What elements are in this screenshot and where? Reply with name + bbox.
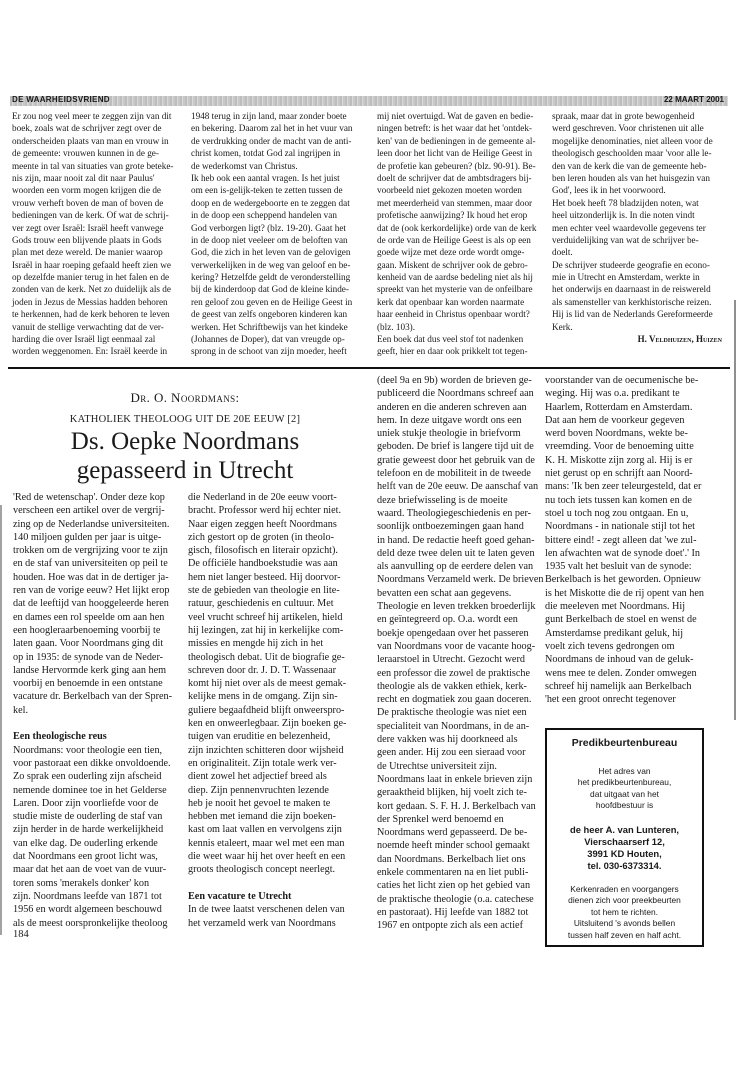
text-line: hij lezingen, zat hij in kerkelijke com-: [188, 624, 344, 636]
text-line: en originaliteit. Zijn totale werk ver-: [188, 757, 337, 769]
text-line: haar eenheid in Christus openbaar wordt?: [377, 309, 530, 320]
text-line: hebben met iemand die zijn boeken-: [188, 811, 336, 823]
masthead-bar: [10, 96, 728, 106]
text-line: [188, 877, 366, 890]
text-line: enkele commentaren na en liet publi-: [377, 866, 529, 878]
text-line: bevatten een schat aan gegevens.: [377, 587, 512, 599]
text-line: In de twee laatst verschenen delen van: [188, 904, 345, 916]
text-line: harding die over Israël ligt eenmaal zal: [12, 334, 156, 345]
text-line: bracht. Professor werd hij echter niet.: [188, 505, 342, 517]
text-line: een professor die zowel de praktische: [377, 667, 531, 679]
text-line: als aanvulling op de eerdere delen van: [377, 561, 534, 573]
text-line: Ik heb ook een aantal vragen. Is het juist: [191, 172, 340, 183]
text-line: de praktische theologie (o.a. catechese: [377, 893, 534, 905]
text-line: joden in Jezus de Messias hadden behoren: [12, 296, 168, 307]
publication-name: DE WAARHEIDSVRIEND: [12, 95, 110, 104]
page-number: 184: [13, 929, 29, 940]
text-line: ken' van de bedieningen in de gemeente al-: [377, 135, 536, 146]
text-line: ken en onweerlegbaar. Zijn boeken ge-: [188, 718, 347, 730]
text-line: De schrijver studeerde geografie en econo-: [552, 259, 710, 270]
text-line: verduidelijking van wat de schrijver be-: [552, 234, 699, 245]
address-line: Vierschaarserf 12,: [584, 835, 665, 847]
text-line: 'Red de wetenschap'. Onder deze kop: [13, 492, 165, 503]
text-line: 140 miljoen gulden per jaar is uitge-: [13, 531, 162, 543]
text-line: gunt Berkelbach de stoel en wenst de: [545, 614, 697, 626]
text-line: hem niet langer besteed. Hij doorvor-: [188, 571, 341, 583]
text-line: tuigen van eruditie en belezenheid,: [188, 731, 331, 743]
text-line: vanuit de stellige verwachting dat de ver-: [12, 321, 164, 332]
text-line: Hij is lid van de Nederlands Gereformeerde: [552, 309, 713, 320]
instruction-line: dienen zich voor preekbeurten: [568, 895, 681, 905]
text-line: vreemding. Voor de benoeming uitte: [545, 441, 694, 453]
text-line: in hand. De redactie heeft goed gehan-: [377, 534, 535, 546]
notice-intro-line: hoofdbestuur is: [595, 800, 654, 810]
article-column-3: [377, 374, 545, 932]
text-line: theologisch debat. Uit de biografie ge-: [188, 651, 345, 663]
text-line: (deel 9a en 9b) worden de brieven ge-: [377, 375, 532, 386]
text-line: kering? Hetzelfde geldt de veronderstelling: [191, 272, 351, 283]
text-line: waard. Theologiegeschiedenis en per-: [377, 507, 532, 519]
notice-intro-line: dat uitgaat van het: [590, 788, 659, 799]
text-line: en dames een rol speelde om aan hen: [13, 611, 165, 623]
text-line: boek, zoals wat de schrijver zegt over de: [12, 123, 162, 134]
text-line: ren geloof zou geven en de Heilige Geest in: [191, 296, 353, 307]
text-line: meente in tal van situaties van grote beteke-: [12, 160, 174, 171]
text-line: leraarstoel in Utrecht. Gezocht werd: [377, 654, 525, 666]
text-line: Noordmans - in nationale stijl tot het: [545, 521, 695, 533]
text-line: voorbij en benoemde in een ontstane: [13, 678, 163, 690]
article-kicker: Dr. O. Noordmans:: [130, 390, 240, 405]
text-line: soonlijk ontboezemingen gaan hand: [377, 521, 524, 533]
text-line: ningen betreft: is het waar dat het 'ontdek-: [377, 123, 532, 134]
text-line: helft van de 20e eeuw. De aanschaf van: [377, 481, 539, 493]
text-line: de profetie kan gebeuren? (blz. 90-91). Be-: [377, 160, 536, 171]
text-line: geen ander. Hij zou een sieraad voor: [377, 747, 526, 759]
review-column-3: [377, 110, 549, 358]
text-line: in de doop niet veeleer om de beloften van: [191, 234, 348, 245]
text-line: die Nederland in de 20e eeuw voort-: [188, 492, 337, 503]
text-line: Laren. Door zijn voorliefde voor de: [13, 797, 159, 809]
text-line: van Noordmans voor de vacante hoog-: [377, 640, 536, 652]
text-line: bedieningen van de kerk. Of wat de schrij-: [12, 210, 169, 221]
text-line: zijn inzichten schitteren door wijsheid: [188, 744, 344, 756]
text-line: nemende dominee toe in het Gelderse: [13, 784, 167, 796]
text-line: trokken om de vergrijzing voor te zijn: [13, 545, 168, 557]
text-line: de verdrukking onder de macht van de anti-: [191, 135, 352, 146]
text-line: werken. Het Schriftbewijs van het kindeke: [191, 321, 348, 332]
text-line: God', lees ik in het voorwoord.: [552, 185, 666, 196]
text-line: leen door het licht van de Heilige Geest in: [377, 148, 533, 159]
text-line: toren soms 'merakels donker' kon: [13, 877, 150, 889]
text-line: geboden. De brief is langere tijd uit de: [377, 441, 534, 453]
text-line: is het Miskotte die de rij opent van hen: [545, 587, 705, 599]
text-line: stoel u toch nog zou ontgaan. En u,: [545, 507, 689, 519]
review-column-2: [191, 110, 366, 358]
text-line: kast om laat vallen en vervolgens zijn: [188, 824, 342, 836]
text-line: komt hij niet over als de meest gemak-: [188, 678, 347, 690]
text-line: studie miste de ouderling de staf van: [13, 811, 163, 823]
text-line: en geïntegreerd op. O.a. wordt een: [377, 614, 518, 626]
text-line: goede wijze met deze orde wordt omge-: [377, 247, 525, 258]
author-signature: H. Veldhuizen, Huizen: [637, 334, 722, 345]
text-line: len afwachten wat de synode doet'.' In: [545, 547, 701, 559]
text-line: Berkelbach is het geworden. Opnieuw: [545, 574, 701, 586]
text-line: dat de (ook kerkordelijke) orde van de kerk: [377, 222, 537, 233]
text-line: zijn herder in de harde werkelijkheid: [13, 824, 164, 836]
text-line: 1967 en ontpopte zich als een actief: [377, 920, 523, 932]
text-line: kenheid van de aardse bedeling niet als hij: [377, 272, 533, 283]
text-line: profetische aanwijzing? Ik houd het erop: [377, 210, 528, 221]
text-line: een hoogleraarbenoeming voorbij te: [13, 624, 161, 636]
text-line: heb je nooit het gevoel te maken te: [188, 797, 331, 809]
article-title-line-2: gepasseerd in Utrecht: [76, 457, 294, 484]
text-line: der Sprenkel werd benoemd en: [377, 813, 504, 825]
text-line: men echter veel waardevolle gegevens ter: [552, 222, 706, 233]
text-line: (Johannes de Doper), dat van vreugde op-: [191, 334, 345, 345]
instruction-line: Kerkenraden en voorgangers: [570, 883, 679, 894]
section-divider: [8, 367, 730, 369]
text-line: Naar eigen zeggen heeft Noordmans: [188, 518, 337, 530]
article-subtitle: KATHOLIEK THEOLOOG UIT DE 20E EEUW [2]: [69, 414, 301, 425]
notice-instructions: [547, 884, 702, 942]
text-line: ste de gebieden van theologie en lite-: [188, 585, 340, 597]
text-line: den van de kerk die van de gemeente heb-: [552, 160, 707, 171]
text-line: maar dat het aan de voet van de vuur-: [13, 864, 167, 876]
text-line: noemde heeft minder school gemaakt: [377, 840, 530, 852]
text-line: met meerderheid van stemmen, maar door: [377, 197, 533, 208]
text-line: landse Hervormde kerk ging aan hem: [13, 664, 167, 676]
text-line: geraaktheid blijken, hij voelt zich te-: [377, 787, 527, 799]
text-line: Noordmans Verzameld werk. De brieven: [377, 574, 544, 586]
text-line: zijn. Noordmans leefde van 1871 tot: [13, 890, 162, 902]
text-line: van elke dag. De ouderling erkende: [13, 837, 158, 849]
text-line: bij de kinderdoop dat God de kleine kinde-: [191, 284, 349, 295]
text-line: voorbeeld niet gekozen moeten worden: [377, 185, 522, 196]
text-line: deld deze twee delen uit te laten geven: [377, 547, 535, 559]
text-line: Noordmans werd gepasseerd. De be-: [377, 827, 528, 839]
text-line: als de meest oorspronkelijke theoloog: [13, 917, 168, 929]
text-line: publiceerd die Noordmans schreef aan: [377, 388, 534, 400]
instruction-line: tot hem te richten.: [590, 906, 659, 917]
text-line: dient zowel het adjectief breed als: [188, 771, 327, 783]
notice-address: [547, 824, 702, 872]
text-line: werd geschreven. Voor christenen uit alle: [552, 123, 704, 134]
text-line: de gemeente: vrouwen kunnen in de ge-: [12, 148, 159, 159]
text-line: de wederkomst van Christus.: [191, 160, 298, 171]
text-line: Er zou nog veel meer te zeggen zijn van dit: [12, 111, 172, 121]
text-line: zich gestort op de groten (in theolo-: [188, 531, 334, 543]
text-line: verscheen een artikel over de vergrij-: [13, 505, 165, 517]
text-line: mogelijke denominaties, niet alleen voor de: [552, 135, 713, 146]
text-line: Dat aan hem de voorkeur gegeven: [545, 414, 685, 426]
notice-title: Predikbeurtenbureau: [571, 737, 678, 749]
text-line: de orde van de Heilige Geest is als op een: [377, 234, 531, 245]
text-line: zonden van de kerk. Net zo duidelijk als de: [12, 284, 171, 295]
scan-edge-left: [0, 505, 2, 935]
text-line: en de staf van universiteiten op peil te: [13, 558, 168, 570]
text-line: christ komen, totdat God zal ingrijpen in: [191, 148, 341, 159]
text-line: guliere begaafdheid blijft onweerspro-: [188, 704, 345, 716]
text-line: weging. Hij was o.a. predikant te: [545, 388, 680, 400]
text-line: ren van de vorige eeuw? Het lijkt erop: [13, 585, 170, 597]
text-line: theologisch geschoolden maar 'voor alle le-: [552, 148, 712, 159]
text-line: worden weggenomen. En: Israël keerde in: [12, 346, 168, 357]
text-line: en bekering. Daarom zal het in het vuur van: [191, 123, 353, 134]
text-line: Israël in haar roeping gefaald heeft zien we: [12, 259, 171, 270]
text-line: uniek stukje theologie in briefvorm: [377, 428, 521, 440]
text-line: schreef hij namelijk aan Berkelbach: [545, 680, 692, 692]
article-column-1: [13, 491, 183, 930]
text-line: [13, 717, 183, 730]
text-line: doop en de wedergeboorte en te zeggen dat: [191, 197, 350, 208]
text-line: De praktische theologie was niet een: [377, 707, 527, 719]
text-line: houden. Hoe was dat in de dertiger ja-: [13, 571, 169, 583]
text-line: gaan. Miskent de schrijver ook de gebro-: [377, 259, 528, 270]
text-line: God verborgen ligt? (blz. 19-20). Gaat het: [191, 222, 346, 233]
section-heading: Een theologische reus: [13, 731, 107, 743]
address-line: 3991 KD Houten,: [587, 847, 662, 859]
article-title-line-1: Ds. Oepke Noordmans: [70, 428, 300, 455]
text-line: dan Noordmans. Berkelbach liet ons: [377, 853, 526, 865]
text-line: ben leren houden als van het huisgezin van: [552, 172, 710, 183]
text-line: heel uitzonderlijk is. In die noten vindt: [552, 210, 695, 221]
text-line: diep. Zijn pennenvruchten lezende: [188, 784, 329, 796]
text-line: recht en dogmatiek zou gaan doceren.: [377, 694, 532, 706]
text-line: (blz. 103).: [377, 321, 416, 332]
text-line: specialiteit van Noordmans, in de an-: [377, 720, 530, 732]
text-line: kort gedaan. S. F. H. J. Berkelbach van: [377, 800, 536, 812]
text-line: deze briefwisseling is de moeite: [377, 494, 508, 506]
text-line: te herkennen, had de kerk behoren te leven: [12, 309, 170, 320]
text-line: werd boven Noordmans, wekte be-: [545, 428, 688, 440]
text-line: kel.: [13, 704, 28, 716]
text-line: onderscheiden plaats van man en vrouw in: [12, 135, 169, 146]
text-line: voelt zich tevens gedrongen om: [545, 640, 675, 652]
review-column-4: [552, 110, 728, 345]
text-line: op dezelfde manier terug in het falen en de: [12, 272, 170, 283]
address-phone: tel. 030-6373314.: [587, 859, 662, 871]
text-line: verwerkelijken in de weg van geloof en be-: [191, 259, 351, 270]
text-line: Noordmans de inhoud van de geluk-: [545, 654, 694, 666]
text-line: het verzameld werk van Noordmans: [188, 917, 336, 929]
text-line: Noordmans: voor theologie een tien,: [13, 744, 163, 756]
text-line: dat de leeftijd van hooggeleerde heren: [13, 598, 169, 610]
text-line: plan met deze wereld. De manier waarop: [12, 247, 163, 258]
text-line: niet gerust op en schrijft aan Noord-: [545, 468, 693, 480]
text-line: als samensteller van kerkhistorische reizen.: [552, 296, 712, 307]
text-line: 1956 en wordt algemeen beschouwd: [13, 904, 162, 916]
text-line: geeft, hier en daar ook prikkelt tot tegen-: [377, 346, 528, 357]
text-line: groots theologisch concept neerlegt.: [188, 864, 336, 876]
article-column-4: [545, 374, 725, 706]
text-line: schreven door dr. J. D. T. Wassenaar: [188, 664, 336, 676]
text-line: veel vrucht schreef hij artikelen, hield: [188, 611, 343, 623]
text-line: dat Noordmans een groot licht was,: [13, 851, 158, 863]
text-line: 1948 terug in zijn land, maar zonder boete: [191, 111, 347, 121]
notice-intro-line: het predikbeurtenbureau,: [577, 777, 672, 787]
text-line: gisch, filosofisch en literair opzicht).: [188, 545, 338, 557]
text-line: voorstander van de oecumenische be-: [545, 375, 699, 386]
text-line: die weet waar hij het over heeft en een: [188, 851, 346, 863]
text-line: Gods trouw een blijvende plaats in Gods: [12, 234, 162, 245]
text-line: Het boek heeft 78 bladzijden noten, wat: [552, 197, 699, 208]
text-line: caties het licht zien op het gebied van: [377, 880, 531, 892]
text-line: ratuur, geschiedenis en cultuur. Met: [188, 598, 334, 610]
scan-edge-right: [734, 300, 736, 720]
text-line: op in 1935: de synode van de Neder-: [13, 651, 164, 663]
review-column-1: [12, 110, 187, 358]
text-line: kelijke mens in de omgang. Zijn sin-: [188, 691, 338, 703]
issue-date: 22 MAART 2001: [663, 95, 724, 104]
text-line: anderen en die anderen schreven aan: [377, 401, 527, 413]
text-line: ver zegt over Israël: Israël heeft vanwege: [12, 222, 164, 233]
text-line: woorden een vorm mogen krijgen die de: [12, 185, 161, 196]
text-line: in de doop een scheppend handelen van: [191, 210, 337, 221]
text-line: spraak, maar dat in grote bewogenheid: [552, 111, 695, 121]
text-line: het onderwijs en daarnaast in de reiswereld: [552, 284, 711, 295]
instruction-line: tussen half zeven en half acht.: [567, 929, 682, 940]
text-line: doelt de schrijver dat de ambtsdragers bij-: [377, 172, 532, 183]
notice-intro: [547, 766, 702, 812]
text-line: dere vakken was hij doorkneed als: [377, 734, 518, 746]
text-line: bittere eind! - zegt alleen dat 'we zul-: [545, 534, 697, 546]
text-line: nu toch iets tussen kan komen en de: [545, 494, 692, 506]
text-line: Zo sprak een ouderling zijn afscheid: [13, 771, 162, 783]
text-line: Kerk.: [552, 321, 573, 332]
text-line: zing op de Nederlandse universiteiten.: [13, 518, 170, 530]
text-line: hem. In deze uitgave wordt ons een: [377, 414, 522, 426]
text-line: doelt.: [552, 247, 573, 258]
text-line: gratie geweest door het gebruik van de: [377, 454, 535, 466]
article-column-2: [188, 491, 366, 930]
text-line: nis zijn, maar nooit zal dit naar Paulus': [12, 172, 155, 183]
text-line: telefoon en de mobiliteit in de tweede: [377, 468, 531, 480]
text-line: Amsterdamse predikant geluk, hij: [545, 627, 684, 639]
text-line: De officiële handboekstudie was aan: [188, 558, 338, 570]
text-line: Haarlem, Rotterdam en Amsterdam.: [545, 401, 693, 413]
text-line: om een is-gelijk-teken te zetten tussen de: [191, 185, 343, 196]
section-heading: Een vacature te Utrecht: [188, 890, 292, 902]
text-line: God, die zich in het leven van de gelovigen: [191, 247, 351, 258]
text-line: vacature dr. Berkelbach van der Spren-: [13, 691, 172, 703]
text-line: voor pastoraat een dikke onvoldoende.: [13, 757, 171, 769]
text-line: kennis etaleert, maar wel met een man: [188, 837, 345, 849]
address-line: de heer A. van Lunteren,: [569, 823, 680, 835]
text-line: Een boek dat dus veel stof tot nadenken: [377, 334, 524, 345]
text-line: kerk dat openbaar kan worden naarmate: [377, 296, 525, 307]
text-line: laten gaan. Voor Noordmans ging dit: [13, 638, 164, 650]
article-title: [8, 427, 362, 485]
text-line: vrouw verheft boven de man of boven de: [12, 197, 164, 208]
notice-box: [545, 728, 704, 947]
text-line: sprong in de schoot van zijn moeder, heeft: [191, 346, 347, 357]
text-line: K. H. Miskotte zijn zorg al. Hij is er: [545, 454, 693, 466]
text-line: Theologie en leven trekken broederlijk: [377, 601, 536, 613]
text-line: spreekt van het mysterie van de onfeilbare: [377, 284, 533, 295]
text-line: mij niet overtuigd. Wat de gaven en bedie-: [377, 111, 534, 121]
text-line: de Utrechtse universiteit zijn.: [377, 760, 497, 772]
text-line: wens mee te delen. Zonder omwegen: [545, 667, 697, 679]
text-line: boekje opengedaan over het passeren: [377, 627, 529, 639]
text-line: 1935 valt het besluit van de synode:: [545, 561, 692, 573]
text-line: 'het een groot onrecht tegenover: [545, 694, 676, 706]
notice-intro-line: Het adres van: [598, 765, 651, 776]
text-line: en pastoraat). Hij leefde van 1882 tot: [377, 906, 529, 918]
text-line: de geest van zelfs ongeboren kinderen kan: [191, 309, 348, 320]
text-line: theologie als de vakken ethiek, kerk-: [377, 680, 527, 692]
instruction-line: Uitsluitend 's avonds bellen: [573, 918, 676, 928]
text-line: missies en mengde hij zich in het: [188, 638, 324, 650]
text-line: mans: 'Ik ben zeer teleurgesteld, dat er: [545, 481, 702, 493]
text-line: die meeleven met Noordmans. Hij: [545, 601, 686, 613]
text-line: Noordmans laat in enkele brieven zijn: [377, 773, 533, 785]
text-line: mie in Utrecht en Amsterdam, werkte in: [552, 272, 700, 283]
